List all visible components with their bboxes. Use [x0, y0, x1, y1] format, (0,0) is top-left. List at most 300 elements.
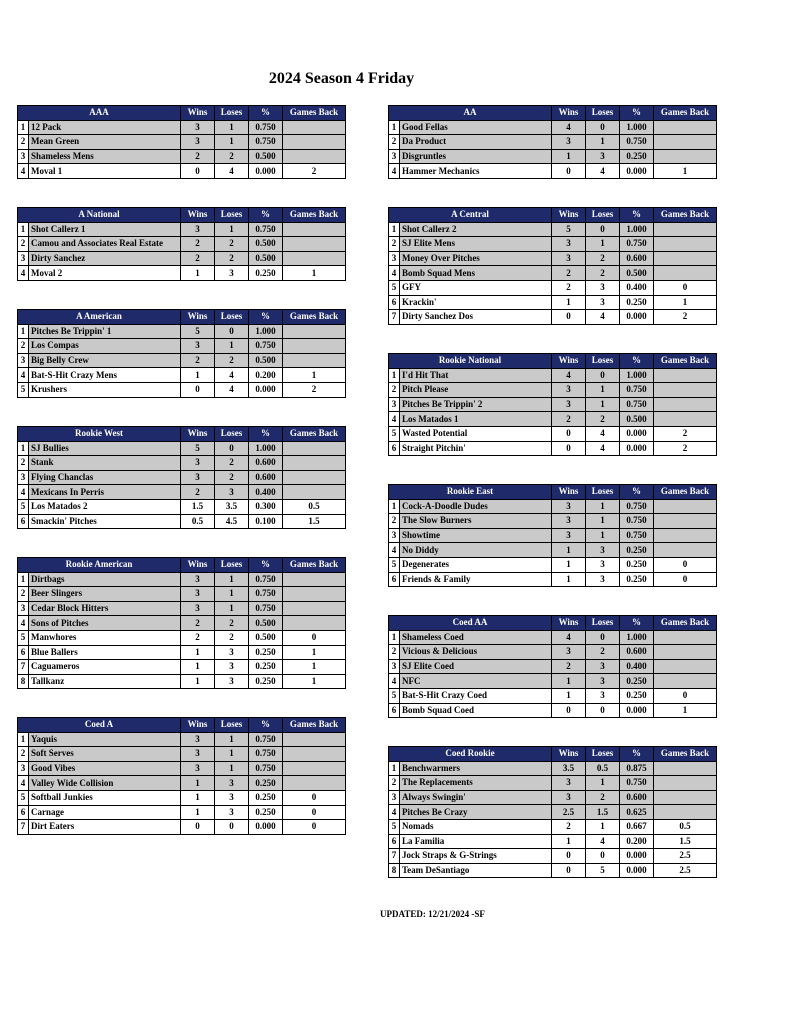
games-back-cell: [283, 776, 346, 791]
division-name: Rookie East: [389, 485, 552, 500]
pct-header: %: [249, 208, 283, 223]
loses-cell: 1: [215, 135, 249, 150]
loses-cell: 3: [215, 485, 249, 500]
division-name: Rookie American: [18, 558, 181, 573]
wins-header: Wins: [552, 208, 586, 223]
loses-cell: 4: [586, 834, 620, 849]
loses-cell: 1: [586, 135, 620, 150]
team-name-cell: Dirt Eaters: [29, 820, 181, 835]
rank-cell: 5: [389, 557, 400, 572]
wins-cell: 3: [181, 120, 215, 135]
games-back-cell: [283, 353, 346, 368]
team-name-cell: I'd Hit That: [400, 368, 552, 383]
pct-cell: 0.250: [249, 266, 283, 281]
table-row: [18, 222, 346, 237]
team-name-cell: GFY: [400, 280, 552, 295]
team-name-cell: Pitch Please: [400, 383, 552, 398]
wins-cell: 1: [181, 266, 215, 281]
table-row: [389, 528, 717, 543]
table-row: [389, 688, 717, 703]
wins-cell: 1: [552, 557, 586, 572]
rank-cell: 5: [389, 280, 400, 295]
pct-cell: 0.750: [620, 776, 654, 791]
table-row: [18, 237, 346, 252]
header-row: [389, 616, 717, 631]
pct-cell: 0.250: [249, 660, 283, 675]
team-name-cell: Caguameros: [29, 660, 181, 675]
table-row: [18, 514, 346, 529]
pct-cell: 0.250: [249, 805, 283, 820]
rank-cell: 1: [389, 368, 400, 383]
team-name-cell: Stank: [29, 456, 181, 471]
pct-cell: 1.000: [249, 441, 283, 456]
pct-cell: 0.250: [620, 295, 654, 310]
games-back-cell: 1: [283, 368, 346, 383]
header-row: [18, 106, 346, 121]
table-row: [18, 441, 346, 456]
games-back-cell: 2.5: [654, 849, 717, 864]
loses-cell: 1.5: [586, 805, 620, 820]
pct-cell: 0.300: [249, 499, 283, 514]
games-back-header: Games Back: [654, 106, 717, 121]
pct-cell: 0.250: [620, 557, 654, 572]
pct-header: %: [249, 310, 283, 325]
pct-header: %: [620, 208, 654, 223]
loses-cell: 2: [215, 353, 249, 368]
games-back-cell: [654, 761, 717, 776]
rank-cell: 8: [389, 863, 400, 878]
rank-cell: 1: [18, 732, 29, 747]
wins-cell: 3: [552, 776, 586, 791]
wins-header: Wins: [552, 354, 586, 369]
pct-cell: 0.750: [249, 572, 283, 587]
games-back-cell: 0: [283, 805, 346, 820]
rank-cell: 2: [18, 237, 29, 252]
games-back-header: Games Back: [654, 747, 717, 762]
rank-cell: 4: [389, 266, 400, 281]
pct-cell: 0.000: [249, 820, 283, 835]
team-name-cell: Wasted Potential: [400, 426, 552, 441]
pct-cell: 0.250: [249, 674, 283, 689]
table-row: [18, 820, 346, 835]
table-row: [389, 703, 717, 718]
table-row: [389, 164, 717, 179]
wins-cell: 5: [181, 441, 215, 456]
pct-cell: 0.250: [620, 674, 654, 689]
table-row: [18, 499, 346, 514]
loses-cell: 0.5: [586, 761, 620, 776]
loses-cell: 3: [586, 280, 620, 295]
loses-cell: 4: [586, 441, 620, 456]
loses-cell: 2: [215, 251, 249, 266]
page-title: 2024 Season 4 Friday: [268, 70, 415, 87]
standings-table-aaa: [17, 105, 346, 179]
games-back-cell: [654, 630, 717, 645]
table-row: [389, 383, 717, 398]
games-back-cell: 0.5: [283, 499, 346, 514]
wins-cell: 2: [181, 630, 215, 645]
standings-table-coed-rookie: [388, 746, 717, 878]
wins-cell: 3: [552, 528, 586, 543]
games-back-cell: 2: [283, 164, 346, 179]
games-back-cell: 0: [654, 572, 717, 587]
loses-cell: 3: [215, 674, 249, 689]
pct-cell: 0.500: [249, 251, 283, 266]
wins-cell: 1: [181, 805, 215, 820]
games-back-cell: [654, 266, 717, 281]
loses-header: Loses: [586, 106, 620, 121]
team-name-cell: Krackin': [400, 295, 552, 310]
rank-cell: 1: [18, 441, 29, 456]
standings-table-rookie-american: [17, 557, 346, 689]
loses-header: Loses: [586, 616, 620, 631]
rank-cell: 7: [18, 820, 29, 835]
games-back-cell: [654, 790, 717, 805]
pct-cell: 0.000: [620, 441, 654, 456]
table-row: [389, 834, 717, 849]
pct-cell: 0.750: [249, 135, 283, 150]
header-row: [18, 558, 346, 573]
wins-cell: 1: [181, 660, 215, 675]
table-row: [18, 587, 346, 602]
wins-cell: 4: [552, 630, 586, 645]
wins-cell: 0: [552, 426, 586, 441]
team-name-cell: Bat-S-Hit Crazy Mens: [29, 368, 181, 383]
rank-cell: 1: [389, 499, 400, 514]
team-name-cell: Flying Chanclas: [29, 470, 181, 485]
table-row: [18, 732, 346, 747]
division-name: Rookie National: [389, 354, 552, 369]
pct-cell: 0.600: [620, 645, 654, 660]
rank-cell: 3: [18, 251, 29, 266]
wins-cell: 5: [181, 324, 215, 339]
loses-cell: 1: [215, 572, 249, 587]
games-back-header: Games Back: [283, 558, 346, 573]
games-back-cell: [283, 761, 346, 776]
pct-cell: 0.750: [249, 222, 283, 237]
table-row: [389, 368, 717, 383]
loses-cell: 1: [586, 397, 620, 412]
games-back-header: Games Back: [654, 208, 717, 223]
wins-cell: 3: [181, 135, 215, 150]
loses-header: Loses: [215, 208, 249, 223]
loses-cell: 3: [215, 790, 249, 805]
loses-cell: 1: [215, 120, 249, 135]
loses-cell: 3: [586, 688, 620, 703]
wins-cell: 1: [552, 295, 586, 310]
games-back-header: Games Back: [654, 354, 717, 369]
wins-cell: 3: [181, 747, 215, 762]
team-name-cell: La Familia: [400, 834, 552, 849]
wins-cell: 5: [552, 222, 586, 237]
wins-header: Wins: [552, 106, 586, 121]
rank-cell: 3: [389, 397, 400, 412]
pct-cell: 0.250: [620, 543, 654, 558]
loses-cell: 2: [215, 456, 249, 471]
table-row: [389, 761, 717, 776]
loses-cell: 3: [586, 557, 620, 572]
team-name-cell: Yaquis: [29, 732, 181, 747]
division-name: A National: [18, 208, 181, 223]
wins-cell: 3: [181, 470, 215, 485]
games-back-cell: 0: [654, 688, 717, 703]
loses-cell: 3: [215, 776, 249, 791]
team-name-cell: Shot Callerz 1: [29, 222, 181, 237]
wins-cell: 3: [181, 222, 215, 237]
rank-cell: 3: [389, 659, 400, 674]
table-row: [389, 630, 717, 645]
loses-cell: 4: [586, 426, 620, 441]
wins-cell: 2: [552, 819, 586, 834]
rank-cell: 4: [18, 485, 29, 500]
table-row: [389, 280, 717, 295]
pct-cell: 0.500: [249, 630, 283, 645]
wins-cell: 3: [181, 456, 215, 471]
table-row: [389, 222, 717, 237]
games-back-cell: 2: [283, 382, 346, 397]
rank-cell: 2: [18, 339, 29, 354]
team-name-cell: Los Compas: [29, 339, 181, 354]
loses-header: Loses: [215, 427, 249, 442]
loses-cell: 5: [586, 863, 620, 878]
rank-cell: 1: [18, 222, 29, 237]
pct-cell: 0.750: [620, 514, 654, 529]
rank-cell: 6: [389, 441, 400, 456]
pct-cell: 1.000: [620, 222, 654, 237]
division-name: Coed Rookie: [389, 747, 552, 762]
wins-cell: 2: [181, 251, 215, 266]
table-row: [389, 543, 717, 558]
wins-cell: 0: [181, 164, 215, 179]
wins-cell: 1: [181, 790, 215, 805]
pct-cell: 0.500: [249, 149, 283, 164]
pct-cell: 0.750: [249, 587, 283, 602]
table-row: [18, 120, 346, 135]
table-row: [18, 616, 346, 631]
loses-cell: 1: [215, 339, 249, 354]
pct-header: %: [249, 427, 283, 442]
table-row: [18, 572, 346, 587]
games-back-cell: 1: [283, 266, 346, 281]
loses-cell: 2: [586, 790, 620, 805]
pct-header: %: [620, 485, 654, 500]
games-back-cell: [283, 441, 346, 456]
table-row: [18, 382, 346, 397]
wins-cell: 3: [181, 572, 215, 587]
pct-header: %: [249, 718, 283, 733]
loses-cell: 1: [215, 601, 249, 616]
games-back-header: Games Back: [283, 208, 346, 223]
games-back-header: Games Back: [283, 106, 346, 121]
team-name-cell: SJ Elite Mens: [400, 237, 552, 252]
rank-cell: 5: [18, 382, 29, 397]
team-name-cell: Friends & Family: [400, 572, 552, 587]
pct-cell: 0.750: [249, 339, 283, 354]
team-name-cell: NFC: [400, 674, 552, 689]
table-row: [18, 266, 346, 281]
table-row: [389, 295, 717, 310]
pct-cell: 0.250: [249, 645, 283, 660]
team-name-cell: Moval 2: [29, 266, 181, 281]
rank-cell: 5: [18, 790, 29, 805]
table-row: [389, 645, 717, 660]
loses-cell: 2: [586, 266, 620, 281]
rank-cell: 4: [18, 266, 29, 281]
games-back-cell: 1: [283, 660, 346, 675]
loses-cell: 3: [215, 805, 249, 820]
games-back-cell: [283, 324, 346, 339]
pct-cell: 0.000: [620, 703, 654, 718]
wins-header: Wins: [181, 558, 215, 573]
games-back-cell: [654, 120, 717, 135]
team-name-cell: Blue Ballers: [29, 645, 181, 660]
games-back-cell: [654, 368, 717, 383]
games-back-cell: 0.5: [654, 819, 717, 834]
wins-cell: 3: [552, 251, 586, 266]
table-row: [389, 149, 717, 164]
pct-cell: 0.200: [249, 368, 283, 383]
pct-header: %: [620, 354, 654, 369]
rank-cell: 3: [389, 251, 400, 266]
header-row: [389, 354, 717, 369]
games-back-cell: [654, 514, 717, 529]
wins-header: Wins: [552, 616, 586, 631]
loses-cell: 0: [586, 849, 620, 864]
team-name-cell: Pitches Be Trippin' 1: [29, 324, 181, 339]
pct-cell: 0.250: [620, 149, 654, 164]
loses-cell: 1: [215, 747, 249, 762]
games-back-header: Games Back: [283, 427, 346, 442]
pct-cell: 0.750: [249, 732, 283, 747]
table-row: [18, 324, 346, 339]
team-name-cell: Big Belly Crew: [29, 353, 181, 368]
table-row: [389, 135, 717, 150]
pct-header: %: [620, 616, 654, 631]
games-back-cell: [283, 339, 346, 354]
wins-cell: 0: [552, 849, 586, 864]
table-row: [389, 819, 717, 834]
pct-cell: 0.250: [249, 776, 283, 791]
wins-cell: 3: [181, 732, 215, 747]
loses-cell: 0: [586, 368, 620, 383]
table-row: [18, 485, 346, 500]
games-back-cell: [654, 397, 717, 412]
standings-table-a-national: [17, 207, 346, 281]
games-back-cell: 2: [654, 426, 717, 441]
standings-table-a-central: [388, 207, 717, 325]
pct-cell: 1.000: [249, 324, 283, 339]
pct-cell: 0.750: [249, 601, 283, 616]
games-back-cell: [283, 222, 346, 237]
games-back-cell: [283, 120, 346, 135]
team-name-cell: Moval 1: [29, 164, 181, 179]
standings-table-a-american: [17, 309, 346, 398]
pct-cell: 0.750: [620, 528, 654, 543]
table-row: [18, 776, 346, 791]
games-back-cell: [283, 135, 346, 150]
wins-cell: 2: [552, 266, 586, 281]
wins-cell: 1: [552, 834, 586, 849]
loses-cell: 3: [215, 660, 249, 675]
rank-cell: 8: [18, 674, 29, 689]
wins-cell: 2.5: [552, 805, 586, 820]
pct-cell: 0.667: [620, 819, 654, 834]
games-back-cell: [283, 732, 346, 747]
games-back-cell: [283, 485, 346, 500]
games-back-cell: [283, 587, 346, 602]
pct-cell: 0.750: [620, 499, 654, 514]
loses-cell: 2: [215, 470, 249, 485]
rank-cell: 7: [389, 310, 400, 325]
table-row: [18, 674, 346, 689]
pct-cell: 0.600: [620, 251, 654, 266]
pct-cell: 0.200: [620, 834, 654, 849]
table-row: [389, 514, 717, 529]
header-row: [389, 485, 717, 500]
division-name: A American: [18, 310, 181, 325]
games-back-cell: 1: [654, 164, 717, 179]
rank-cell: 3: [18, 761, 29, 776]
division-name: Rookie West: [18, 427, 181, 442]
games-back-cell: [654, 674, 717, 689]
team-name-cell: Shot Callerz 2: [400, 222, 552, 237]
games-back-cell: 2: [654, 441, 717, 456]
pct-cell: 0.750: [620, 383, 654, 398]
wins-cell: 3: [552, 135, 586, 150]
loses-cell: 3: [586, 149, 620, 164]
table-row: [18, 164, 346, 179]
team-name-cell: SJ Bullies: [29, 441, 181, 456]
standings-table-coed-a: [17, 717, 346, 835]
table-row: [389, 397, 717, 412]
team-name-cell: Mexicans In Perris: [29, 485, 181, 500]
loses-cell: 4.5: [215, 514, 249, 529]
wins-cell: 3.5: [552, 761, 586, 776]
loses-cell: 0: [586, 120, 620, 135]
games-back-cell: [283, 237, 346, 252]
games-back-cell: [654, 805, 717, 820]
pct-cell: 1.000: [620, 368, 654, 383]
games-back-cell: [283, 616, 346, 631]
table-row: [389, 557, 717, 572]
rank-cell: 6: [18, 514, 29, 529]
games-back-header: Games Back: [283, 310, 346, 325]
pct-cell: 0.500: [620, 266, 654, 281]
table-row: [389, 849, 717, 864]
games-back-cell: 0: [283, 790, 346, 805]
rank-cell: 4: [18, 164, 29, 179]
loses-cell: 3: [586, 659, 620, 674]
wins-cell: 2: [181, 149, 215, 164]
team-name-cell: Disgruntles: [400, 149, 552, 164]
pct-cell: 0.750: [620, 135, 654, 150]
pct-cell: 0.000: [620, 863, 654, 878]
games-back-cell: 2: [654, 310, 717, 325]
wins-cell: 0: [552, 863, 586, 878]
pct-cell: 0.500: [249, 353, 283, 368]
loses-cell: 1: [586, 499, 620, 514]
games-back-cell: [654, 528, 717, 543]
rank-cell: 5: [389, 426, 400, 441]
wins-cell: 1: [181, 776, 215, 791]
team-name-cell: Valley Wide Collision: [29, 776, 181, 791]
loses-cell: 0: [586, 703, 620, 718]
loses-cell: 2: [215, 630, 249, 645]
wins-cell: 3: [552, 514, 586, 529]
pct-cell: 0.600: [249, 456, 283, 471]
rank-cell: 5: [389, 819, 400, 834]
loses-header: Loses: [586, 354, 620, 369]
